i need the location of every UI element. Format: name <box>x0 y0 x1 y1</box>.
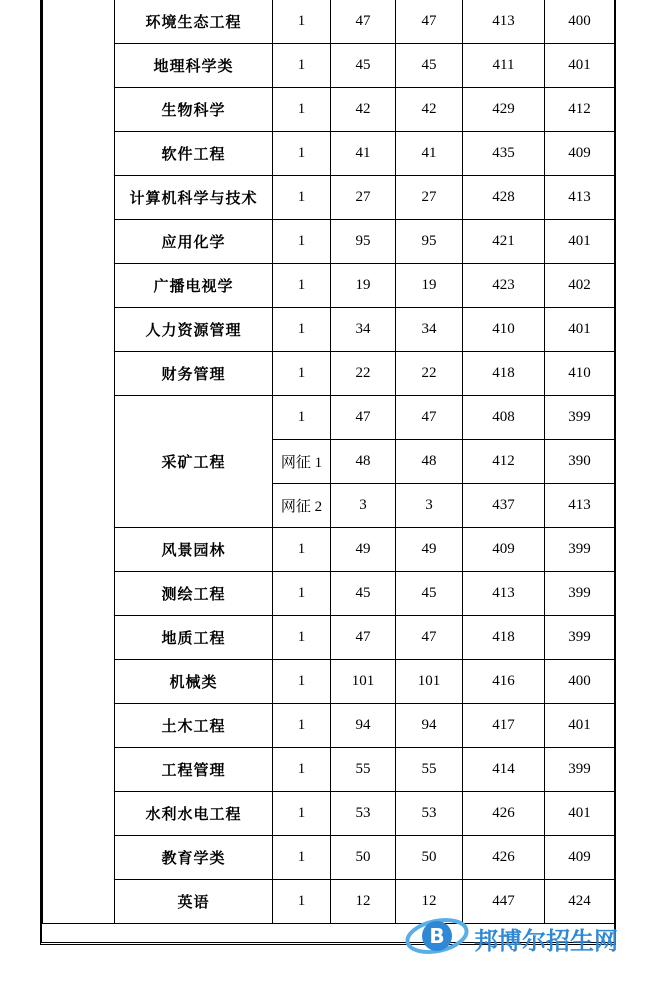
min-score-cell: 399 <box>545 528 615 572</box>
major-cell: 风景园林 <box>115 528 273 572</box>
table-row <box>43 264 615 308</box>
admitted-cell: 49 <box>396 528 463 572</box>
plan-cell: 45 <box>331 44 396 88</box>
max-score-cell: 437 <box>463 484 545 528</box>
major-cell: 工程管理 <box>115 748 273 792</box>
admitted-cell: 94 <box>396 704 463 748</box>
min-score-cell: 409 <box>545 132 615 176</box>
min-score-cell: 412 <box>545 88 615 132</box>
min-score-cell: 413 <box>545 484 615 528</box>
max-score-cell: 426 <box>463 836 545 880</box>
min-score-cell: 401 <box>545 220 615 264</box>
batch-cell: 1 <box>273 0 331 44</box>
major-cell: 英语 <box>115 880 273 924</box>
max-score-cell: 428 <box>463 176 545 220</box>
table-row <box>43 836 615 880</box>
min-score-cell: 399 <box>545 572 615 616</box>
plan-cell: 55 <box>331 748 396 792</box>
batch-cell: 1 <box>273 836 331 880</box>
plan-cell: 94 <box>331 704 396 748</box>
min-score-cell: 390 <box>545 440 615 484</box>
major-cell: 财务管理 <box>115 352 273 396</box>
table-row <box>43 660 615 704</box>
min-score-cell: 409 <box>545 836 615 880</box>
major-cell: 机械类 <box>115 660 273 704</box>
major-cell: 土木工程 <box>115 704 273 748</box>
max-score-cell: 408 <box>463 396 545 440</box>
max-score-cell: 421 <box>463 220 545 264</box>
admitted-cell: 48 <box>396 440 463 484</box>
major-cell: 教育学类 <box>115 836 273 880</box>
admitted-cell: 95 <box>396 220 463 264</box>
admitted-cell: 12 <box>396 880 463 924</box>
table-row <box>43 0 615 44</box>
table-row <box>43 44 615 88</box>
table-row <box>43 352 615 396</box>
major-cell: 地理科学类 <box>115 44 273 88</box>
batch-cell: 1 <box>273 132 331 176</box>
plan-cell: 19 <box>331 264 396 308</box>
plan-cell: 45 <box>331 572 396 616</box>
max-score-cell: 409 <box>463 528 545 572</box>
batch-cell: 1 <box>273 748 331 792</box>
admission-table <box>42 0 615 924</box>
plan-cell: 34 <box>331 308 396 352</box>
max-score-cell: 418 <box>463 352 545 396</box>
batch-cell: 1 <box>273 572 331 616</box>
max-score-cell: 413 <box>463 0 545 44</box>
major-cell: 人力资源管理 <box>115 308 273 352</box>
min-score-cell: 413 <box>545 176 615 220</box>
max-score-cell: 429 <box>463 88 545 132</box>
min-score-cell: 401 <box>545 44 615 88</box>
batch-cell: 1 <box>273 88 331 132</box>
min-score-cell: 399 <box>545 748 615 792</box>
svg-text:B: B <box>429 924 445 948</box>
admitted-cell: 47 <box>396 616 463 660</box>
min-score-cell: 400 <box>545 660 615 704</box>
major-cell: 计算机科学与技术 <box>115 176 273 220</box>
plan-cell: 48 <box>331 440 396 484</box>
min-score-cell: 399 <box>545 396 615 440</box>
admitted-cell: 45 <box>396 44 463 88</box>
admitted-cell: 55 <box>396 748 463 792</box>
min-score-cell: 401 <box>545 308 615 352</box>
admitted-cell: 53 <box>396 792 463 836</box>
table-row <box>43 704 615 748</box>
table-row <box>43 88 615 132</box>
plan-cell: 53 <box>331 792 396 836</box>
plan-cell: 101 <box>331 660 396 704</box>
min-score-cell: 402 <box>545 264 615 308</box>
plan-cell: 41 <box>331 132 396 176</box>
major-cell: 地质工程 <box>115 616 273 660</box>
plan-cell: 12 <box>331 880 396 924</box>
plan-cell: 3 <box>331 484 396 528</box>
max-score-cell: 411 <box>463 44 545 88</box>
admitted-cell: 47 <box>396 396 463 440</box>
batch-cell: 1 <box>273 44 331 88</box>
max-score-cell: 414 <box>463 748 545 792</box>
max-score-cell: 447 <box>463 880 545 924</box>
admitted-cell: 19 <box>396 264 463 308</box>
batch-cell: 1 <box>273 176 331 220</box>
table-row <box>43 176 615 220</box>
major-cell: 应用化学 <box>115 220 273 264</box>
table-row <box>43 220 615 264</box>
max-score-cell: 423 <box>463 264 545 308</box>
max-score-cell: 413 <box>463 572 545 616</box>
admitted-cell: 3 <box>396 484 463 528</box>
table-row <box>43 396 615 440</box>
major-cell: 水利水电工程 <box>115 792 273 836</box>
major-cell: 测绘工程 <box>115 572 273 616</box>
min-score-cell: 410 <box>545 352 615 396</box>
max-score-cell: 412 <box>463 440 545 484</box>
table-row <box>43 616 615 660</box>
batch-cell: 1 <box>273 220 331 264</box>
group-cell <box>43 0 115 924</box>
plan-cell: 42 <box>331 88 396 132</box>
plan-cell: 27 <box>331 176 396 220</box>
min-score-cell: 401 <box>545 792 615 836</box>
admitted-cell: 45 <box>396 572 463 616</box>
table-row <box>43 528 615 572</box>
admitted-cell: 50 <box>396 836 463 880</box>
plan-cell: 22 <box>331 352 396 396</box>
site-logo-icon <box>404 914 470 958</box>
table-row <box>43 572 615 616</box>
batch-cell: 1 <box>273 308 331 352</box>
batch-cell: 1 <box>273 792 331 836</box>
major-cell: 生物科学 <box>115 88 273 132</box>
batch-cell: 1 <box>273 616 331 660</box>
max-score-cell: 426 <box>463 792 545 836</box>
plan-cell: 95 <box>331 220 396 264</box>
batch-cell: 网征 1 <box>273 440 331 484</box>
min-score-cell: 400 <box>545 0 615 44</box>
plan-cell: 49 <box>331 528 396 572</box>
batch-cell: 1 <box>273 880 331 924</box>
admitted-cell: 42 <box>396 88 463 132</box>
table-row <box>43 748 615 792</box>
major-cell: 软件工程 <box>115 132 273 176</box>
max-score-cell: 410 <box>463 308 545 352</box>
plan-cell: 47 <box>331 396 396 440</box>
admitted-cell: 34 <box>396 308 463 352</box>
batch-cell: 1 <box>273 264 331 308</box>
plan-cell: 50 <box>331 836 396 880</box>
admitted-cell: 47 <box>396 0 463 44</box>
batch-cell: 网征 2 <box>273 484 331 528</box>
watermark-text: 邦博尔招生网 <box>474 927 618 955</box>
plan-cell: 47 <box>331 0 396 44</box>
batch-cell: 1 <box>273 396 331 440</box>
min-score-cell: 424 <box>545 880 615 924</box>
max-score-cell: 417 <box>463 704 545 748</box>
max-score-cell: 418 <box>463 616 545 660</box>
admitted-cell: 22 <box>396 352 463 396</box>
watermark <box>398 909 643 959</box>
batch-cell: 1 <box>273 660 331 704</box>
plan-cell: 47 <box>331 616 396 660</box>
batch-cell: 1 <box>273 352 331 396</box>
min-score-cell: 399 <box>545 616 615 660</box>
major-cell: 广播电视学 <box>115 264 273 308</box>
admitted-cell: 41 <box>396 132 463 176</box>
batch-cell: 1 <box>273 528 331 572</box>
table-row <box>43 132 615 176</box>
major-cell: 采矿工程 <box>115 396 273 528</box>
max-score-cell: 435 <box>463 132 545 176</box>
table-row <box>43 792 615 836</box>
admitted-cell: 27 <box>396 176 463 220</box>
batch-cell: 1 <box>273 704 331 748</box>
max-score-cell: 416 <box>463 660 545 704</box>
major-cell: 环境生态工程 <box>115 0 273 44</box>
admitted-cell: 101 <box>396 660 463 704</box>
min-score-cell: 401 <box>545 704 615 748</box>
table-row <box>43 308 615 352</box>
